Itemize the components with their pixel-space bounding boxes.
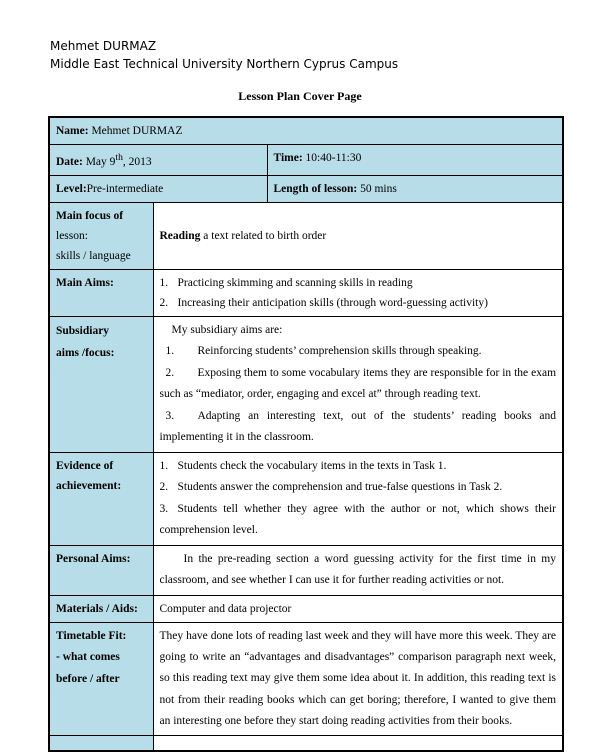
- level-length-row: [49, 175, 563, 202]
- time-value: 10:40-11:30: [305, 152, 362, 164]
- materials-row: [49, 595, 563, 622]
- name-value: Mehmet DURMAZ: [91, 125, 183, 137]
- focus-label-2: lesson:: [56, 229, 88, 242]
- evidence-row: [49, 452, 563, 545]
- level-value: Pre-intermediate: [86, 182, 164, 195]
- subsidiary-item: [160, 406, 557, 449]
- timetable-text: They have done lots of reading last week and they will have more this week. They are going to write an “advantages and disadvantages” comparison paragraph next week, so this reading text may give them some idea about it. In addition, this reading text is not from their reading books which can get boring; therefore, I wanted to give them an interesting one before they start doing reading activities from their books.: [159, 629, 557, 728]
- level-cell: [49, 175, 267, 202]
- evidence-item: [160, 456, 557, 478]
- subsidiary-label-2: aims /focus:: [56, 346, 115, 359]
- level-label: Level:: [56, 182, 87, 195]
- name-row: [49, 117, 563, 145]
- main-aim-item: [160, 273, 557, 293]
- cutoff-label-cell: [49, 736, 153, 752]
- main-aims-cell: [153, 269, 563, 316]
- materials-text: Computer and data projector: [159, 602, 292, 615]
- evidence-item: [160, 477, 557, 499]
- materials-label: Materials / Aids:: [49, 595, 153, 622]
- timetable-label-cell: [49, 622, 153, 735]
- timetable-label-3: before / after: [56, 672, 120, 685]
- subsidiary-text: Reinforcing students’ comprehension skills through speaking.: [197, 345, 482, 358]
- focus-label-1: Main focus of: [56, 209, 124, 222]
- subsidiary-label-cell: [49, 316, 153, 452]
- focus-label-3: skills / language: [56, 249, 131, 262]
- evidence-cell: [153, 452, 563, 545]
- document-header: [50, 37, 398, 73]
- date-value-year: , 2013: [122, 155, 152, 168]
- subsidiary-item: [160, 363, 557, 406]
- date-cell: [49, 145, 267, 176]
- length-value: 50 mins: [360, 182, 397, 195]
- length-cell: [267, 175, 563, 202]
- date-value-suffix: th: [115, 152, 123, 163]
- subsidiary-text: Exposing them to some vocabulary items they are responsible for in the exam such as “mediator, order, engaging and excel at” through reading text.: [159, 366, 557, 401]
- main-aim-text: Increasing their anticipation skills (through word-guessing activity): [177, 296, 488, 309]
- date-label: Date:: [56, 155, 83, 168]
- main-aim-number: 2.: [159, 296, 169, 309]
- materials-cell: [153, 595, 563, 622]
- evidence-text: Students tell whether they agree with the author or not, which shows their comprehension level.: [159, 502, 557, 537]
- focus-label-cell: [49, 202, 153, 269]
- time-label: Time:: [273, 152, 303, 164]
- cutoff-row: [49, 736, 563, 752]
- timetable-label-1: Timetable Fit:: [56, 629, 127, 642]
- evidence-item: [160, 499, 557, 542]
- document-title: Lesson Plan Cover Page: [238, 89, 362, 103]
- subsidiary-item: [160, 341, 557, 363]
- focus-skill: Reading: [159, 229, 201, 242]
- evidence-text: Students check the vocabulary items in the texts in Task 1.: [177, 459, 447, 472]
- evidence-label-1: Evidence of: [56, 459, 114, 472]
- length-label: Length of lesson:: [273, 182, 358, 195]
- focus-value-cell: [153, 202, 563, 269]
- timetable-cell: [153, 622, 563, 735]
- evidence-label-cell: [49, 452, 153, 545]
- institution-name: Middle East Technical University Northern Cyprus Campus: [50, 57, 399, 71]
- name-label: Name:: [56, 125, 89, 137]
- focus-description: a text related to birth order: [203, 229, 327, 242]
- cutoff-value-cell: [153, 736, 563, 752]
- timetable-label-2: - what comes: [56, 651, 120, 664]
- lesson-plan-table: [48, 116, 564, 752]
- subsidiary-number: 1.: [165, 345, 175, 358]
- personal-aims-cell: [153, 545, 563, 595]
- author-name: Mehmet DURMAZ: [50, 39, 157, 53]
- subsidiary-label-1: Subsidiary: [56, 324, 110, 337]
- evidence-number: 1.: [159, 459, 169, 472]
- main-aim-text: Practicing skimming and scanning skills in reading: [177, 276, 413, 289]
- time-cell: [267, 145, 563, 176]
- date-time-row: [49, 145, 563, 176]
- subsidiary-cell: [153, 316, 563, 452]
- name-cell: [49, 117, 563, 145]
- main-aim-number: 1.: [159, 276, 169, 289]
- evidence-label-2: achievement:: [56, 479, 122, 492]
- evidence-number: 3.: [159, 502, 169, 515]
- main-aims-row: [49, 269, 563, 316]
- subsidiary-row: [49, 316, 563, 452]
- evidence-number: 2.: [159, 481, 169, 494]
- subsidiary-number: 2.: [165, 366, 175, 379]
- timetable-row: [49, 622, 563, 735]
- subsidiary-text: Adapting an interesting text, out of the students’ reading books and implementing it in the classroom.: [159, 409, 557, 444]
- main-aim-item: [160, 293, 557, 313]
- subsidiary-number: 3.: [165, 409, 175, 422]
- subsidiary-intro: My subsidiary aims are:: [171, 323, 283, 336]
- evidence-text: Students answer the comprehension and true-false questions in Task 2.: [177, 481, 503, 494]
- personal-aims-row: [49, 545, 563, 595]
- personal-aims-text: In the pre-reading section a word guessing activity for the first time in my classroom, and see whether I can use it for further reading activities or not.: [159, 552, 557, 587]
- focus-row: [49, 202, 563, 269]
- date-value-day: May 9: [85, 155, 116, 168]
- main-aims-label: Main Aims:: [49, 269, 153, 316]
- personal-aims-label: Personal Aims:: [49, 545, 153, 595]
